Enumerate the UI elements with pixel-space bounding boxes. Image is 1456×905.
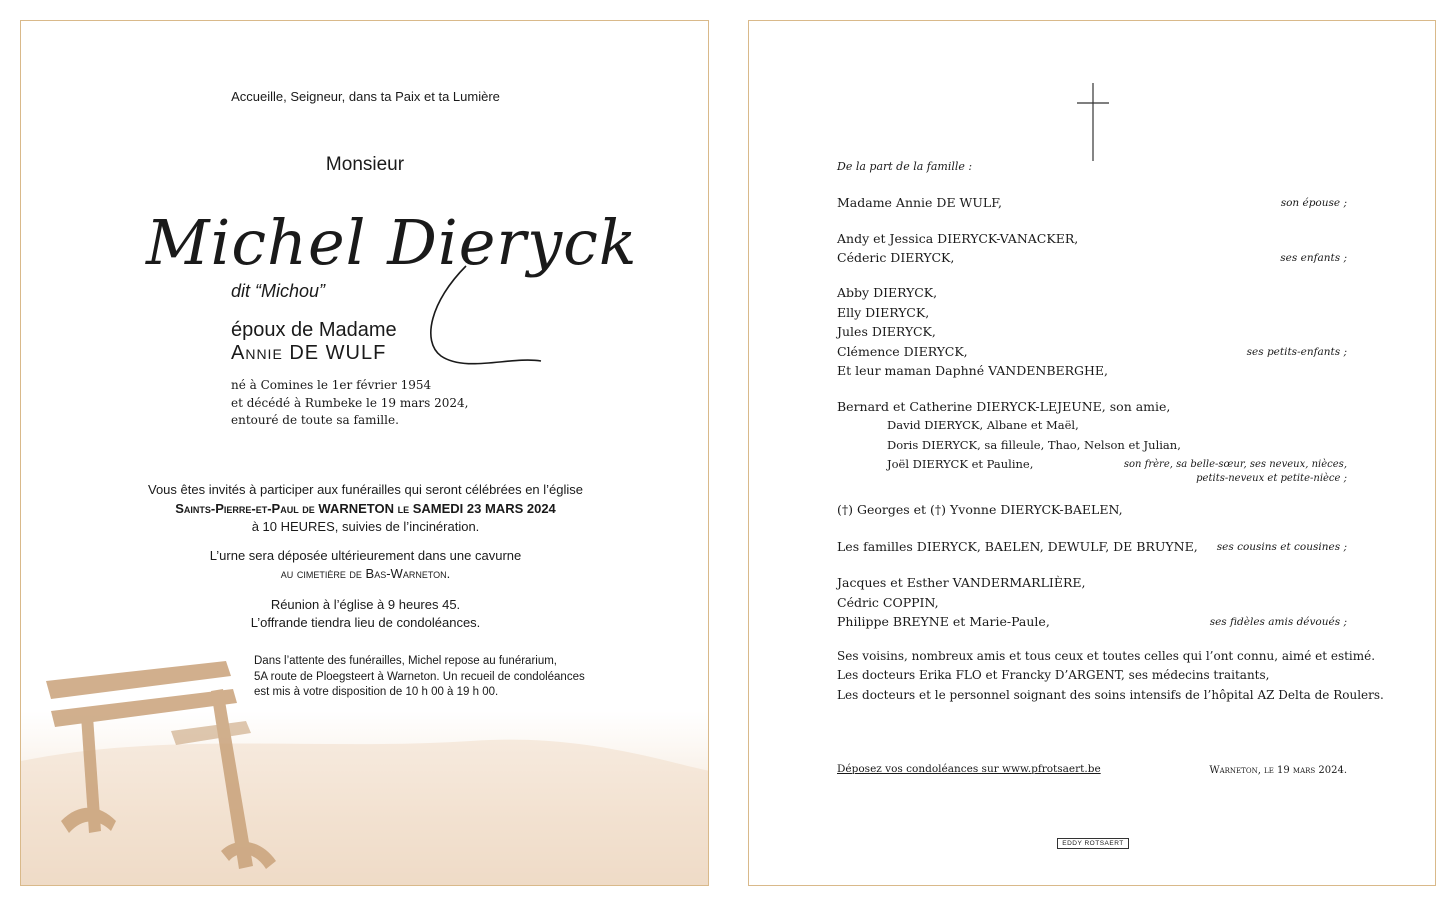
- place-date: Warneton, le 19 mars 2024.: [1209, 765, 1347, 776]
- friend-entry: Jacques et Esther VANDERMARLIÈRE,: [837, 575, 1086, 590]
- family-intro: De la part de la famille :: [837, 160, 973, 173]
- closing-line: Ses voisins, nombreux amis et tous ceux et toutes celles qui l’ont connu, aimé et estimé.: [837, 649, 1376, 663]
- death-line: et décédé à Rumbeke le 19 mars 2024,: [231, 396, 469, 410]
- friend-entry: Philippe BREYNE et Marie-Paule,: [837, 614, 1050, 629]
- salutation: Monsieur: [325, 154, 405, 175]
- prayer-text: Accueille, Seigneur, dans ta Paix et ta Lumière: [231, 89, 500, 104]
- spouse-role: son épouse ;: [1280, 197, 1347, 209]
- grandchild-entry: Elly DIERYCK,: [837, 305, 930, 320]
- siblings-role-2: petits-neveux et petite-nièce ;: [1196, 473, 1347, 484]
- deceased-name: Michel Dieryck: [146, 206, 638, 279]
- sibling-entry: Bernard et Catherine DIERYCK-LEJEUNE, son amie,: [837, 399, 1171, 414]
- spouse-line: époux de Madame: [231, 319, 397, 341]
- closing-line: Les docteurs et le personnel soignant des soins intensifs de l’hôpital AZ Delta de Roulers.: [837, 688, 1384, 702]
- rest-line-1: Dans l’attente des funérailles, Michel repose au funérarium,: [254, 655, 557, 667]
- grandchildren-role: ses petits-enfants ;: [1246, 346, 1347, 358]
- printer-mark: EDDY ROTSAERT: [1057, 838, 1129, 849]
- sibling-sub-entry: Joël DIERYCK et Pauline,: [887, 457, 1034, 471]
- nickname: dit “Michou”: [231, 281, 326, 301]
- sibling-sub-entry: David DIERYCK, Albane et Maël,: [887, 418, 1079, 432]
- grandchild-entry: Et leur maman Daphné VANDENBERGHE,: [837, 363, 1109, 378]
- meeting-line-2: L’offrande tiendra lieu de condoléances.: [250, 615, 481, 630]
- urn-line-2: au cimetière de Bas-Warneton.: [280, 566, 451, 581]
- spouse-name: Annie DE WULF: [231, 342, 387, 364]
- name-flourish: [421, 261, 551, 371]
- friend-entry: Cédric COPPIN,: [837, 595, 939, 610]
- rest-line-2: 5A route de Ploegsteert à Warneton. Un recueil de condoléances: [254, 671, 585, 683]
- right-panel: [748, 20, 1436, 886]
- surrounded-line: entouré de toute sa famille.: [231, 413, 399, 427]
- parents-entry: (†) Georges et (†) Yvonne DIERYCK-BAELEN,: [837, 502, 1123, 517]
- funeral-line-3: à 10 HEURES, suivies de l’incinération.: [251, 519, 480, 534]
- spouse-entry: Madame Annie DE WULF,: [837, 195, 1002, 210]
- condolences-link[interactable]: Déposez vos condoléances sur www.pfrotsaert.be: [837, 763, 1101, 775]
- grandchild-entry: Abby DIERYCK,: [837, 285, 938, 300]
- siblings-role-1: son frère, sa belle-sœur, ses neveux, nièces,: [1123, 459, 1347, 470]
- meeting-line-1: Réunion à l’église à 9 heures 45.: [270, 597, 461, 612]
- funeral-line-1: Vous êtes invités à participer aux funérailles qui seront célébrées en l’église: [147, 482, 584, 497]
- birth-line: né à Comines le 1er février 1954: [231, 378, 432, 392]
- cross-icon: [1075, 81, 1111, 163]
- closing-line: Les docteurs Erika FLO et Francky D’ARGENT, ses médecins traitants,: [837, 668, 1270, 682]
- left-panel: [20, 20, 709, 886]
- friends-role: ses fidèles amis dévoués ;: [1209, 616, 1347, 628]
- child-entry: Andy et Jessica DIERYCK-VANACKER,: [837, 231, 1079, 246]
- grandchild-entry: Clémence DIERYCK,: [837, 344, 968, 359]
- funeral-line-2: Saints-Pierre-et-Paul de WARNETON le SAMEDI 23 MARS 2024: [175, 501, 556, 516]
- rest-line-3: est mis à votre disposition de 10 h 00 à 19 h 00.: [254, 686, 499, 698]
- grandchild-entry: Jules DIERYCK,: [837, 324, 936, 339]
- child-entry: Céderic DIERYCK,: [837, 250, 955, 265]
- children-role: ses enfants ;: [1280, 252, 1347, 264]
- families-entry: Les familles DIERYCK, BAELEN, DEWULF, DE BRUYNE,: [837, 539, 1198, 554]
- sibling-sub-entry: Doris DIERYCK, sa filleule, Thao, Nelson et Julian,: [887, 438, 1181, 452]
- urn-line-1: L’urne sera déposée ultérieurement dans une cavurne: [209, 548, 522, 563]
- families-role: ses cousins et cousines ;: [1216, 541, 1347, 553]
